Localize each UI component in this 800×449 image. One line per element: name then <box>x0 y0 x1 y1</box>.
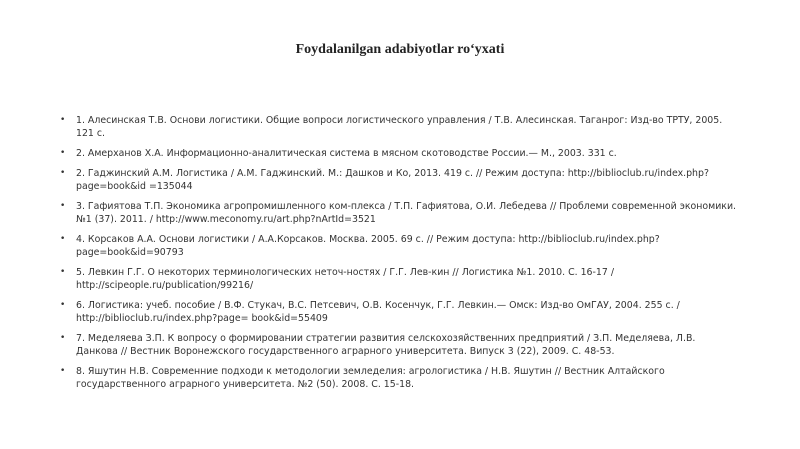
reference-text-line: №1 (37). 2011. / http://www.meconomy.ru/art.php?nArtId=3521 <box>76 214 376 225</box>
reference-text-line: 2. Гаджинский А.М. Логистика / А.М. Гаджинский. М.: Дашков и Ко, 2013. 419 с. // Режим доступа: http://biblioclub.ru/index.php? <box>76 168 709 179</box>
list-item <box>58 299 748 325</box>
reference-text-line: 1. Алесинская Т.В. Основи логистики. Общие вопроси логистического управления / Т.В. Алесинская. Таганрог: Изд-во ТРТУ, 2005. <box>76 115 723 126</box>
reference-text-line: Данкова // Вестник Воронежского государственного аграрного университета. Випуск 3 (22), 2009. С. 48-53. <box>76 346 615 357</box>
bullet-icon: • <box>60 168 66 178</box>
reference-list <box>58 114 748 398</box>
reference-text-line: 2. Амерханов Х.А. Информационно-аналитическая система в мясном скотоводстве России.— М., 2003. 331 с. <box>76 148 617 159</box>
bullet-icon: • <box>60 234 66 244</box>
list-item <box>58 200 748 226</box>
reference-text-line: http://biblioclub.ru/index.php?page= book&id=55409 <box>76 313 328 324</box>
bullet-icon: • <box>60 300 66 310</box>
reference-text-line: государственного аграрного университета. №2 (50). 2008. С. 15-18. <box>76 379 415 390</box>
reference-text-line: 8. Яшутин Н.В. Современние подходи к методологии земледелия: агрологистика / Н.В. Яшутин // Вестник Алтайского <box>76 366 665 377</box>
reference-text-line: page=book&id =135044 <box>76 181 193 192</box>
reference-text-line: 6. Логистика: учеб. пособие / В.Ф. Стукач, В.С. Петсевич, О.В. Косенчук, Г.Г. Левкин.— Омск: Изд-во ОмГАУ, 2004. 255 с. / <box>76 300 680 311</box>
reference-text-line: 4. Корсаков А.А. Основи логистики / А.А.Корсаков. Москва. 2005. 69 с. // Режим доступа: http://biblioclub.ru/index.php? <box>76 234 660 245</box>
bullet-icon: • <box>60 333 66 343</box>
list-item <box>58 233 748 259</box>
reference-text-line: 5. Левкин Г.Г. О некоторих терминологических неточ-ностях / Г.Г. Лев-кин // Логистика №1. 2010. С. 16-17 / <box>76 267 614 278</box>
reference-text-line: 3. Гафиятова Т.П. Экономика агропромишленного ком-плекса / Т.П. Гафиятова, О.И. Лебедева // Проблеми современной экономики. <box>76 201 737 212</box>
list-item <box>58 114 748 140</box>
bullet-icon: • <box>60 366 66 376</box>
list-item <box>58 332 748 358</box>
reference-text-line: page=book&id=90793 <box>76 247 184 258</box>
reference-text-line: http://scipeople.ru/publication/99216/ <box>76 280 254 291</box>
reference-text-line: 7. Меделяева З.П. К вопросу о формировании стратегии развития селскохозяйственних предприятий / З.П. Меделяева, Л.В. <box>76 333 696 344</box>
bullet-icon: • <box>60 115 66 125</box>
page-title: Foydalanilgan adabiyotlar ro‘yxati <box>295 42 505 57</box>
bullet-icon: • <box>60 267 66 277</box>
list-item <box>58 167 748 193</box>
list-item <box>58 147 748 160</box>
bullet-icon: • <box>60 201 66 211</box>
list-item <box>58 266 748 292</box>
reference-text-line: 121 с. <box>76 128 106 139</box>
bullet-icon: • <box>60 148 66 158</box>
list-item <box>58 365 748 391</box>
